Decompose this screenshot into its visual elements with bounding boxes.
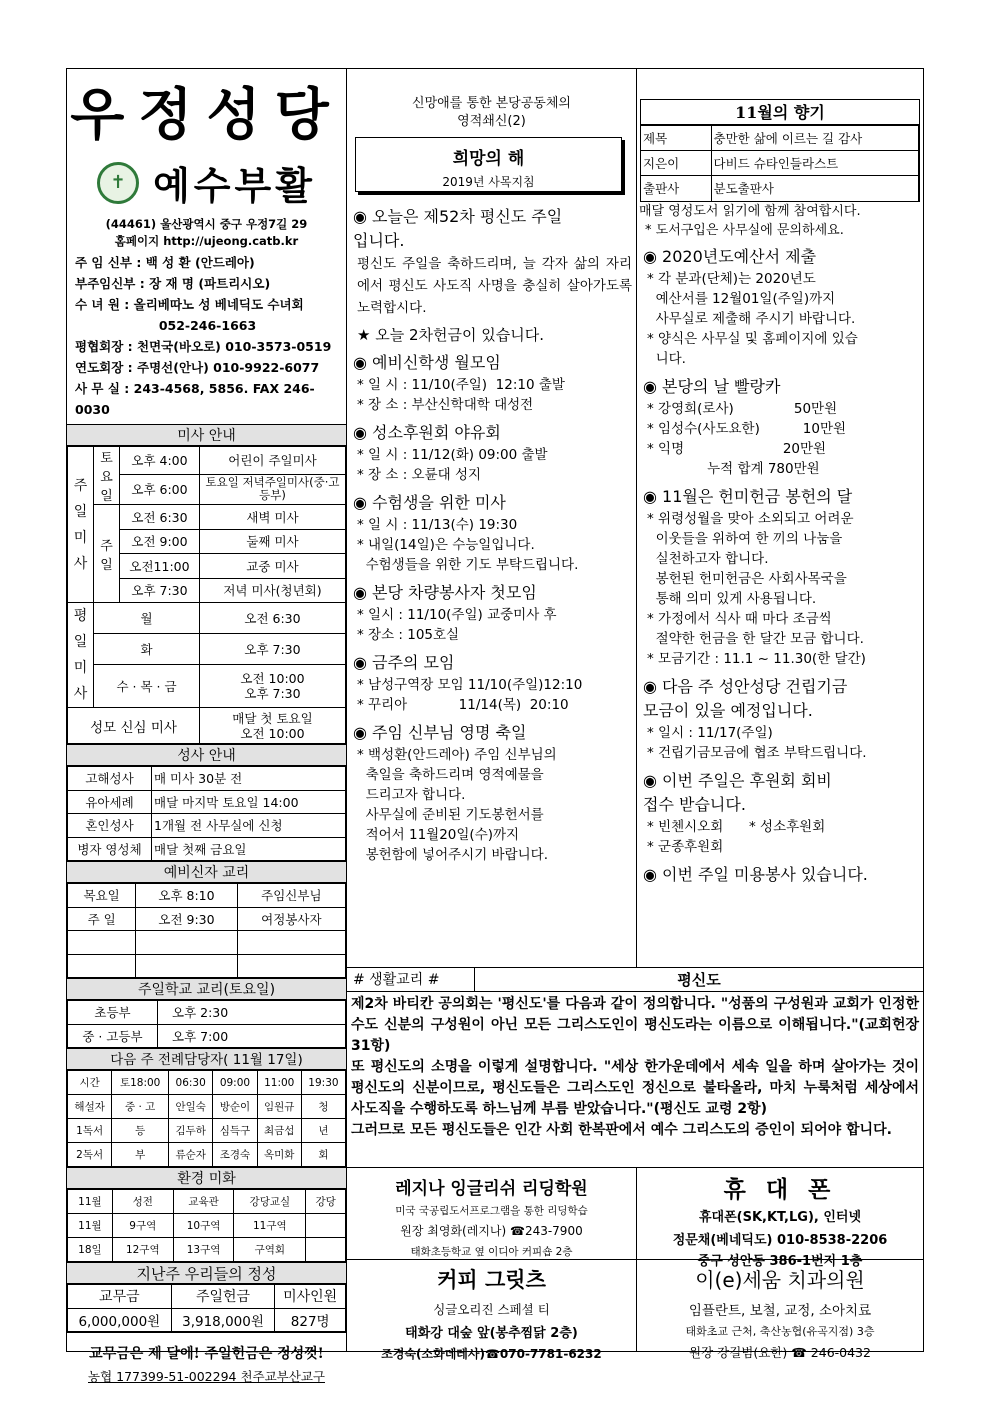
notice-heading: ◉ 2020년도예산서 제출 [643, 246, 817, 266]
weekday: 월 [94, 603, 200, 634]
cell: 827명 [275, 1308, 346, 1332]
sunday-mass-label: 주일미사 [68, 447, 94, 603]
ad-line: 싱글오리진 스페셜 티 [433, 1302, 550, 1317]
ad-reading [347, 1168, 637, 1260]
notice-item [351, 581, 632, 645]
logo-row [67, 155, 346, 210]
cell: 1독서 [68, 1119, 112, 1143]
mass-time: 오후 6:00 [120, 474, 200, 504]
ad-line: 휴대폰(SK,KT,LG), 인터넷 [698, 1210, 862, 1225]
notice-heading: ◉ 수험생을 위한 미사 [353, 493, 506, 512]
notice-line: 사무실에 준비된 기도봉헌서를 [357, 807, 544, 823]
notice-line: * 강영희(로사) 50만원 [647, 400, 838, 417]
ad-line: 조경숙(소화데레사)☎070-7781-6232 [381, 1347, 602, 1361]
cell: 충만한 삶에 이르는 길 감사 [711, 126, 919, 151]
cell: 제목 [641, 126, 711, 151]
sacrament-name: 병자 영성체 [68, 837, 152, 861]
staff-line: 부주임신부 : 장 재 명 (파트리시오) [75, 276, 271, 291]
offering-table [67, 1284, 346, 1332]
notice-line: 이웃들을 위하여 한 끼의 나눔을 [647, 530, 843, 547]
cell: 강당교실 [234, 1190, 306, 1214]
cell: 13구역 [173, 1238, 234, 1262]
notice-heading: ◉ 주임 신부님 영명 축일 [353, 723, 527, 742]
cell: 초등부 [68, 1001, 158, 1025]
cell: 청 [301, 1095, 345, 1119]
cell: 조경숙 [213, 1143, 257, 1167]
cell: 09:00 [213, 1071, 257, 1095]
cell: 최금섭 [257, 1119, 301, 1143]
life-body [347, 992, 923, 1143]
notice-line: * 군종후원회 [647, 838, 724, 855]
notice-line: * 남성구역장 모임 11/10(주일)12:10 [357, 677, 583, 693]
year-title: 희망의 해 [452, 149, 525, 169]
left-column [67, 69, 347, 1384]
env-table [67, 1189, 346, 1262]
notice-line: * 익명 20만원 [647, 440, 827, 457]
cell: 여정봉사자 [237, 907, 345, 931]
cell [136, 954, 237, 978]
middle-column [347, 69, 637, 967]
parish-logo-icon: ✝ [97, 162, 139, 204]
notice-line: * 꾸리아 11/14(목) 20:10 [357, 697, 569, 713]
staff-line: 주 임 신부 : 백 성 환 (안드레아) [75, 255, 255, 270]
sacrament-name: 혼인성사 [68, 814, 152, 838]
ad-line: 중구 성안동 386-1번지 1층 [697, 1254, 863, 1269]
notice-line: 예산서를 12월01일(주일)까지 [647, 290, 836, 307]
address: (44461) 울산광역시 중구 우정7길 29 [105, 217, 308, 231]
notice-line: 드리고자 합니다. [357, 787, 466, 803]
notice-line: * 장 소 : 오륜대 성지 [357, 467, 482, 483]
cell: 김두하 [169, 1119, 213, 1143]
staff-line: 052-246-1663 [158, 318, 257, 333]
notice-heading: ◉ 금주의 모임 [353, 653, 455, 672]
mass-table [67, 446, 346, 744]
cell [306, 1214, 346, 1238]
pastoral-theme: 신망애를 통한 본당공동체의 영적쇄신(2) [412, 96, 571, 129]
cell: 류순자 [169, 1143, 213, 1167]
cell: 분도출판사 [711, 176, 919, 201]
notice-line: * 내일(14일)은 수능일입니다. [357, 537, 535, 553]
notice-line: 니다. [647, 350, 686, 367]
notice-heading: ◉ 11월은 헌미헌금 봉헌의 달 [643, 486, 853, 506]
easter-title: 예수부활 [153, 163, 316, 208]
cell: 교무금 [68, 1285, 172, 1309]
cell: 다비드 슈타인들라스트 [711, 151, 919, 176]
cell [306, 1238, 346, 1262]
cell: 11:00 [257, 1071, 301, 1095]
offering-title: 지난주 우리들의 정성 [67, 1262, 346, 1284]
notice-line: 실천하고자 합니다. [647, 550, 769, 567]
notice-line: * 가정에서 식사 때 마다 조금씩 [647, 610, 832, 627]
parish-title: 우정성당 [70, 82, 343, 148]
notice-list [347, 192, 636, 865]
ad-title: 커피 그릿츠 [437, 1268, 546, 1292]
ads [347, 1167, 923, 1361]
year-box [355, 137, 622, 192]
cell: 안일숙 [169, 1095, 213, 1119]
notice-line: * 양식은 사무실 및 홈페이지에 있습 [647, 330, 858, 347]
ad-line: 원장 강길범(요한) ☎ 246-0432 [689, 1345, 871, 1360]
cell: 부 [112, 1143, 169, 1167]
notice-heading: ◉ 다음 주 성안성당 건립기금 모금이 있을 예정입니다. [643, 676, 848, 720]
book-table [641, 125, 919, 201]
notice-line: * 장소 : 105호실 [357, 627, 460, 643]
mass-title: 미사 안내 [67, 424, 346, 446]
notice-line: * 일시 : 11/10(주일) 교중미사 후 [357, 607, 557, 623]
mass-name: 둘째 미사 [200, 529, 346, 554]
notice-list [637, 240, 923, 887]
notice-heading: ◉ 성소후원회 야유회 [353, 423, 501, 442]
sacrament-info: 매달 마지막 토요일 14:00 [152, 790, 346, 814]
life-header [347, 968, 923, 992]
notice-line: 수험생들을 위한 기도 부탁드립니다. [357, 557, 579, 573]
env-title: 환경 미화 [67, 1167, 346, 1189]
notice-line: 통해 의미 있게 사용됩니다. [647, 590, 817, 607]
cell: 3,918,000원 [171, 1308, 275, 1332]
catechism-table [67, 883, 346, 978]
notice-line: 절약한 헌금을 한 달간 모금 합니다. [647, 630, 864, 647]
cell: 미사인원 [275, 1285, 346, 1309]
cell: 주일헌금 [171, 1285, 275, 1309]
ad-line: 임플란트, 보철, 교정, 소아치료 [688, 1303, 872, 1319]
life-title: 평신도 [677, 971, 721, 989]
marian-mass: 성모 신심 미사 [68, 708, 200, 744]
sacrament-table [67, 766, 346, 861]
ad-line: 미국 국공립도서프로그램을 통한 리딩학습 [395, 1205, 588, 1217]
cell: 해설자 [68, 1095, 112, 1119]
cell: 10구역 [173, 1214, 234, 1238]
catechism-title: 예비신자 교리 [67, 861, 346, 883]
notice-line: 적어서 11월20일(수)까지 [357, 827, 520, 843]
right-column [637, 69, 923, 967]
bulletin [66, 68, 924, 1384]
note-line: * 도서구입은 사무실에 문의하세요. [645, 222, 844, 238]
saturday-label: 토요일 [94, 447, 120, 505]
ad-coffee [347, 1260, 637, 1361]
cell: 출판사 [641, 176, 711, 201]
cell: 토18:00 [112, 1071, 169, 1095]
cell: 옥미화 [257, 1143, 301, 1167]
ad-line: 정문채(베네딕도) 010-8538-2206 [672, 1233, 888, 1248]
mass-time: 오전 10:00 오후 7:30 [200, 664, 346, 707]
year-subtitle: 2019년 사목지침 [442, 175, 535, 189]
school-table [67, 1000, 346, 1048]
cell: 6,000,000원 [68, 1308, 172, 1332]
ad-line: 태화초등학교 옆 이디아 커피숍 2층 [410, 1246, 573, 1258]
cell: 오후 8:10 [136, 884, 237, 908]
cell [136, 931, 237, 955]
notice-line: * 일 시 : 11/10(주일) 12:10 출발 [357, 377, 565, 393]
book-title: 11월의 향기 [641, 100, 919, 125]
mass-time: 오전 6:30 [200, 603, 346, 634]
life-tag: # 생활교리 # [347, 968, 475, 991]
cell: 지은이 [641, 151, 711, 176]
sunday-label: 주일 [94, 505, 120, 603]
notice-line: * 백성환(안드레아) 주임 신부님의 [357, 747, 557, 763]
weekday-mass-label: 평일미사 [68, 603, 94, 708]
notice-line: 봉헌함에 넣어주시기 바랍니다. [357, 847, 548, 863]
sacrament-info: 매 미사 30분 전 [152, 767, 346, 791]
notice-line: 사무실로 제출해 주시기 바랍니다. [647, 310, 856, 327]
notice-item [641, 485, 919, 669]
notice-line: * 임성수(사도요한) 10만원 [647, 420, 847, 437]
cell: 주 일 [68, 907, 136, 931]
mass-time: 오전 9:00 [120, 529, 200, 554]
notice-heading: ◉ 이번 주일 미용봉사 있습니다. [643, 864, 868, 884]
ad-line: 태화초교 근처, 축산농협(유곡지점) 3층 [685, 1325, 875, 1338]
paragraph: 제2차 바티칸 공의회는 '평신도'를 다음과 같이 정의합니다. "성품의 구성원과 교회가 인정한 수도 신분의 구성원이 아닌 모든 그리스도인이 평신도라는 이름으로 이해됩니다."(교회헌장 31항) [351, 996, 919, 1054]
notice-line: * 빈첸시오회 * 성소후원회 [647, 818, 826, 835]
ad-dental [637, 1260, 923, 1360]
notice-item [641, 375, 919, 479]
notice-line: 봉헌된 헌미헌금은 사회사목국을 [647, 570, 847, 587]
notice-heading: ◉ 본당 차량봉사자 첫모임 [353, 583, 537, 602]
paragraph: 또 평신도의 소명을 이렇게 설명합니다. "세상 한가운데에서 세속 일을 하며 살아가는 것이 평신도의 신분이므로, 평신도들은 그리스도인 정신으로 불타올라, 마치 누룩처럼 세상에서 사도직을 수행하도록 하느님께 부름 받았습니다."(평신도 교령 2항) [351, 1059, 919, 1117]
cell: 9구역 [112, 1214, 173, 1238]
staff-line: 평협회장 : 천면국(바오로) 010-3573-0519 [75, 339, 332, 354]
life-catechism [347, 967, 923, 1167]
notice-line: * 일 시 : 11/13(수) 19:30 [357, 517, 518, 533]
cell: 목요일 [68, 884, 136, 908]
mass-time: 오후 4:00 [120, 447, 200, 475]
weekday: 화 [94, 633, 200, 664]
mass-name: 토요일 저녁주일미사(중·고등부) [200, 474, 346, 504]
book-box [640, 99, 920, 202]
cell [68, 954, 136, 978]
notice-item [351, 205, 632, 345]
sacrament-title: 성사 안내 [67, 744, 346, 766]
notice-item [641, 675, 919, 763]
cell: 11월 [68, 1190, 113, 1214]
notice-line: * 위령성월을 맞아 소외되고 어려운 [647, 510, 854, 527]
notice-line: 축일을 축하드리며 영적예물을 [357, 767, 544, 783]
notice-item [351, 421, 632, 485]
notice-heading: ◉ 오늘은 제52차 평신도 주일 입니다. [353, 207, 563, 250]
cell: 등 [112, 1119, 169, 1143]
staff-line: 사 무 실 : 243-4568, 5856. FAX 246-0030 [75, 381, 315, 417]
mass-time: 오전11:00 [120, 554, 200, 579]
cell: 오후 7:00 [158, 1024, 346, 1048]
cell: 2독서 [68, 1143, 112, 1167]
bank-account: 농협 177399-51-002294 천주교부산교구 [88, 1369, 325, 1384]
ad-line: 원장 최영화(레지나) ☎243-7900 [400, 1224, 583, 1238]
mass-name: 저녁 미사(청년회) [200, 578, 346, 603]
mass-name: 어린이 주일미사 [200, 447, 346, 475]
cell: 년 [301, 1119, 345, 1143]
notice-line: 누적 합계 780만원 [647, 460, 820, 477]
notice-line: * 일시 : 11/17(주일) [647, 724, 773, 741]
sacrament-info: 매달 첫째 금요일 [152, 837, 346, 861]
sacrament-name: 유아세례 [68, 790, 152, 814]
ad-line: 태화강 대숲 앞(봉추찜닭 2층) [405, 1326, 578, 1341]
cell [68, 931, 136, 955]
marian-mass-time: 매달 첫 토요일 오전 10:00 [200, 708, 346, 744]
ad-title: 레지나 잉글리쉬 리딩학원 [395, 1179, 588, 1199]
cell: 시간 [68, 1071, 112, 1095]
notice-heading: ◉ 예비신학생 월모임 [353, 353, 501, 372]
cell: 오전 9:30 [136, 907, 237, 931]
cell: 성전 [112, 1190, 173, 1214]
cell: 11월 [68, 1214, 113, 1238]
cell: 구역회 [234, 1238, 306, 1262]
mass-time: 오후 7:30 [120, 578, 200, 603]
mass-time: 오전 6:30 [120, 505, 200, 530]
staff-list [67, 250, 346, 420]
cell: 06:30 [169, 1071, 213, 1095]
cell: 임원규 [257, 1095, 301, 1119]
mass-time: 오후 7:30 [200, 633, 346, 664]
cell: 중 · 고등부 [68, 1024, 158, 1048]
cell: 주임신부님 [237, 884, 345, 908]
paragraph: 그러므로 모든 평신도들은 인간 사회 한복판에서 예수 그리스도의 증인이 되어야 합니다. [351, 1122, 892, 1138]
notice-line: ★ 오늘 2차헌금이 있습니다. [357, 326, 544, 344]
cell [237, 931, 345, 955]
notice-heading: ◉ 이번 주일은 후원회 회비 접수 받습니다. [643, 770, 832, 814]
notice-item [641, 863, 919, 887]
cell: 회 [301, 1143, 345, 1167]
notice-item [351, 651, 632, 715]
book-note [637, 202, 923, 240]
notice-line: * 모금기간 : 11.1 ~ 11.30(한 달간) [647, 650, 866, 667]
staff-line: 연도회장 : 주명선(안나) 010-9922-6077 [75, 360, 320, 375]
sacrament-name: 고해성사 [68, 767, 152, 791]
notice-heading: ◉ 본당의 날 빨랑카 [643, 376, 781, 396]
cell: 교육관 [173, 1190, 234, 1214]
sacrament-info: 1개월 전 사무실에 신청 [152, 814, 346, 838]
notice-item [641, 245, 919, 369]
notice-line: * 일 시 : 11/12(화) 09:00 출발 [357, 447, 548, 463]
notice-line: 평신도 주일을 축하드리며, 늘 각자 삶의 자리에서 평신도 사도직 사명을 충실히 살아가도록 노력합시다. [357, 256, 632, 316]
slogan: 교무금은 제 달에! 주일헌금은 정성껏! [67, 1332, 346, 1363]
notice-item [641, 769, 919, 857]
mass-name: 새벽 미사 [200, 505, 346, 530]
notice-item [351, 351, 632, 415]
staff-line: 수 녀 원 : 올리베따노 성 베네딕도 수녀회 [75, 297, 304, 312]
cell: 중 · 고 [112, 1095, 169, 1119]
cell: 12구역 [112, 1238, 173, 1262]
cell: 19:30 [301, 1071, 345, 1095]
homepage-link[interactable]: 홈페이지 http://ujeong.catb.kr [114, 234, 299, 248]
mass-name: 교중 미사 [200, 554, 346, 579]
notice-line: * 건립기금모금에 협조 부탁드립니다. [647, 744, 867, 761]
cell: 오후 2:30 [158, 1001, 346, 1025]
ad-title: 이(e)세움 치과의원 [695, 1268, 865, 1292]
school-title: 주일학교 교리(토요일) [67, 978, 346, 1000]
weekday: 수 · 목 · 금 [94, 664, 200, 707]
ad-title: 휴 대 폰 [723, 1176, 837, 1203]
notice-item [351, 721, 632, 865]
note-line: 매달 영성도서 읽기에 함께 참여합시다. [639, 203, 861, 219]
cell: 방순이 [213, 1095, 257, 1119]
notice-item [351, 491, 632, 575]
duty-title: 다음 주 전례담당자( 11월 17일) [67, 1048, 346, 1070]
ad-phone [637, 1168, 923, 1269]
cell: 심득구 [213, 1119, 257, 1143]
notice-line: * 장 소 : 부산신학대학 대성전 [357, 397, 534, 413]
duty-table [67, 1070, 346, 1167]
cell: 18일 [68, 1238, 113, 1262]
notice-line: * 각 분과(단체)는 2020년도 [647, 270, 816, 287]
cell [237, 954, 345, 978]
cell: 11구역 [234, 1214, 306, 1238]
cell: 강당 [306, 1190, 346, 1214]
